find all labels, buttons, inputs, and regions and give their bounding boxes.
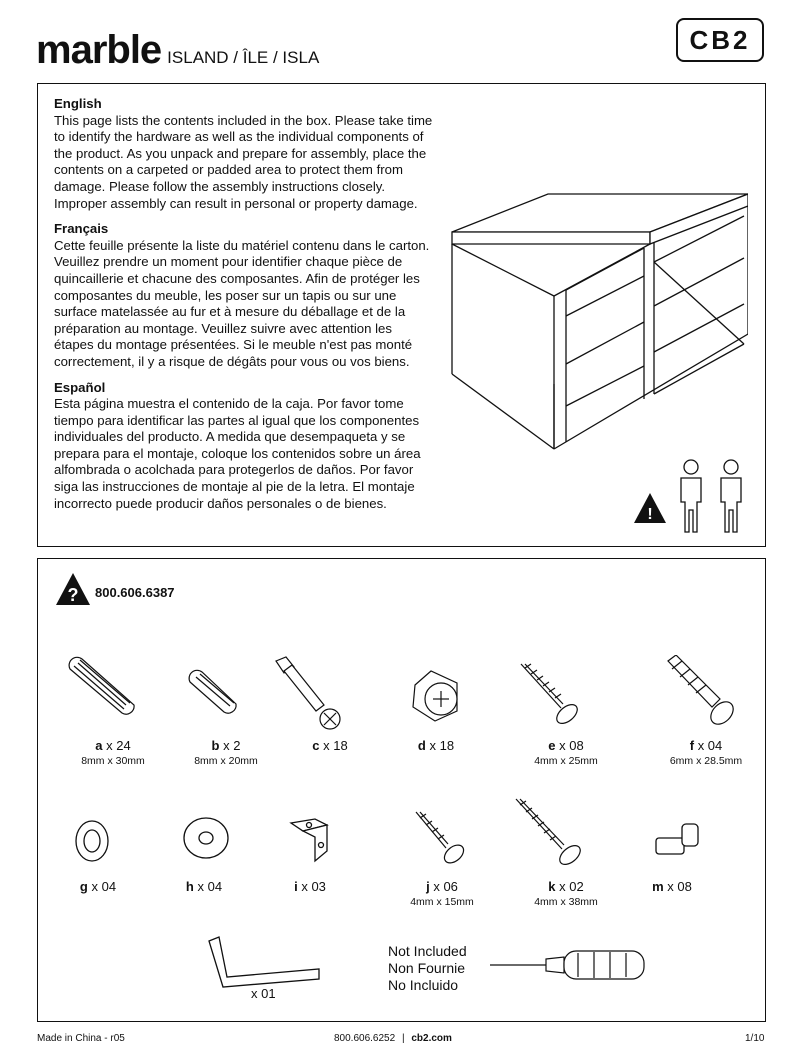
warning-glyph: ! <box>647 506 653 523</box>
washer-split-icon <box>72 818 112 864</box>
dowel-30mm-icon <box>62 655 142 725</box>
part-letter: h <box>185 879 194 894</box>
part-qty: x 04 <box>193 879 223 894</box>
part-qty: x 06 <box>429 879 458 894</box>
help-phone: 800.606.6387 <box>95 585 175 600</box>
part-letter: f <box>689 738 695 753</box>
screwdriver-icon <box>486 945 656 985</box>
part-dim: 4mm x 38mm <box>534 896 598 908</box>
product-name: marble <box>36 28 162 72</box>
part-letter: e <box>548 738 556 753</box>
part-letter: j <box>426 879 430 894</box>
part-qty: x 04 <box>87 879 117 894</box>
part-qty: x 18 <box>425 738 455 753</box>
part-dim: 8mm x 30mm <box>81 755 145 767</box>
shelf-pin-icon <box>652 818 708 862</box>
part-dim: 4mm x 25mm <box>534 755 598 767</box>
part-d <box>376 738 496 753</box>
footer-left: Made in China - r05 <box>37 1033 125 1044</box>
part-letter: g <box>79 879 88 894</box>
intro-heading-en: English <box>54 96 102 111</box>
brand-logo: CB2 <box>676 18 764 62</box>
two-person-icon <box>673 456 753 536</box>
not-included-en: Not Included <box>388 943 467 959</box>
footer-center <box>334 1033 452 1044</box>
intro-heading-es: Español <box>54 379 106 395</box>
intro-text <box>54 96 434 521</box>
not-included-label <box>388 943 467 994</box>
footer-phone: 800.606.6252 <box>334 1033 396 1044</box>
part-b <box>166 738 286 767</box>
part-dim: 4mm x 15mm <box>410 896 474 908</box>
cam-lock-icon <box>405 665 467 727</box>
part-e <box>506 738 626 767</box>
l-bracket-icon <box>285 815 333 865</box>
part-qty: x 24 <box>102 738 131 753</box>
part-letter: c <box>312 738 320 753</box>
part-qty: x 02 <box>555 879 584 894</box>
part-a <box>53 738 173 767</box>
page-title <box>36 28 319 73</box>
intro-heading-fr: Français <box>54 221 109 237</box>
part-dim: 6mm x 28.5mm <box>669 755 743 767</box>
part-letter: a <box>95 738 103 753</box>
part-letter: b <box>211 738 220 753</box>
part-qty: x 18 <box>319 738 348 753</box>
not-included-es: No Incluido <box>388 977 459 993</box>
dowel-20mm-icon <box>182 668 244 722</box>
footer-page: 1/10 <box>745 1033 765 1044</box>
part-letter: i <box>294 879 298 894</box>
part-g <box>38 879 158 894</box>
island-illustration <box>448 184 748 454</box>
part-letter: d <box>417 738 426 753</box>
part-h <box>144 879 264 894</box>
part-j <box>382 879 502 908</box>
footer-separator: | <box>401 1033 405 1044</box>
help-glyph: ? <box>67 585 79 605</box>
intro-text-fr: Cette feuille présente la liste du matériel contenu dans le carton. Veuillez prendre un moment pour identifier chaque pièce de quincaillerie et chacune des composantes. Afin de protéger les composantes du meuble, les poser sur un tapis ou sur une surface matelassée au fur et à mesure du déballage et de la préparation au montage. Veuillez suivre avec attention les étapes du montage présentées. Si le meuble n'est pas monté correctement, il y a risque de dégâts pour vous ou vos biens. <box>54 237 430 369</box>
part-k <box>506 879 626 908</box>
cam-bolt-icon <box>272 655 352 735</box>
wood-screw-15mm-icon <box>412 808 468 866</box>
intro-text-en: This page lists the contents included in the box. Please take time to identify the hardware as well as the individual components of the product. As you unpack and prepare for assembly, place the contents on a carpeted or padded area to protect them from damage. Please follow the assembly instructions closely. Improper assembly can result in personal or property damage. <box>54 112 433 211</box>
part-qty: x 03 <box>297 879 326 894</box>
warning-icon <box>633 492 667 524</box>
part-qty: x 08 <box>663 879 692 894</box>
intro-panel <box>37 83 766 547</box>
allen-key-icon <box>205 935 325 990</box>
part-qty: x 2 <box>219 738 241 753</box>
part-letter: m <box>652 879 664 894</box>
bolt-28-5mm-icon <box>660 655 740 730</box>
part-i <box>250 879 370 894</box>
part-qty: x 04 <box>694 738 723 753</box>
footer-site: cb2.com <box>411 1033 452 1044</box>
help-icon <box>55 572 91 606</box>
part-qty: x 08 <box>555 738 584 753</box>
wrench-qty: x 01 <box>251 986 276 1001</box>
washer-flat-icon <box>180 812 232 864</box>
wood-screw-38mm-icon <box>512 795 584 869</box>
part-c <box>270 738 390 753</box>
product-subtitle: ISLAND / ÎLE / ISLA <box>167 48 320 67</box>
not-included-fr: Non Fournie <box>388 960 466 976</box>
part-letter: k <box>548 879 556 894</box>
wood-screw-25mm-icon <box>515 660 585 728</box>
intro-text-es: Esta página muestra el contenido de la caja. Por favor tome tiempo para identificar las partes al igual que los componentes individuales del producto. A medida que desempaqueta y se prepara para el montaje, coloque los contenidos sobre un área alfombrada o acolchada para protegerlos de daños. Por favor siga las instrucciones de montaje al pie de la letra. El montaje incorrecto puede producir daños personales o de bienes. <box>54 396 421 511</box>
part-f <box>646 738 766 767</box>
part-m <box>612 879 732 894</box>
part-dim: 8mm x 20mm <box>194 755 258 767</box>
